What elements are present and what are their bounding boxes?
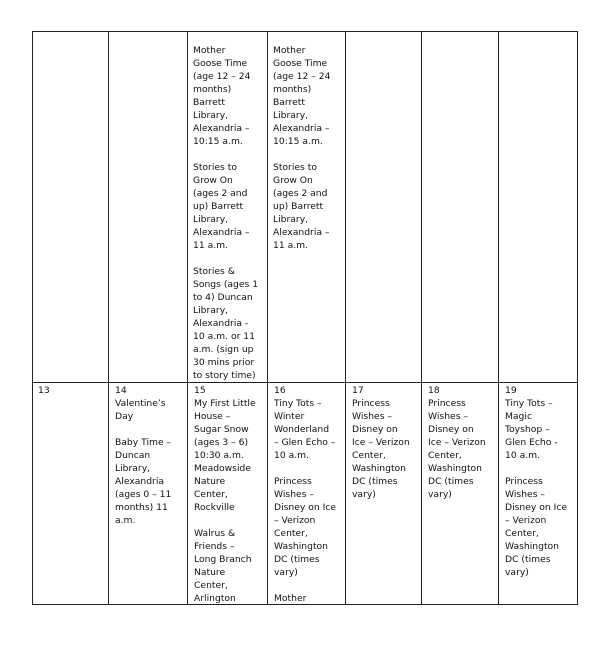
- cell-row2-fri: 18 Princess Wishes – Disney on Ice – Verizon Center, Washington DC (times vary): [428, 385, 486, 500]
- cell-row2-sat: 19 Tiny Tots – Magic Toyshop – Glen Echo - 10 a.m. Princess Wishes – Disney on Ice – Verizon Center, Washington DC (times vary): [505, 385, 568, 578]
- cell-row2-wed: 16 Tiny Tots – Winter Wonderland – Glen Echo – 10 a.m. Princess Wishes – Disney on Ice – Verizon Center, Washington DC (times vary) Mother: [274, 385, 337, 604]
- cell-row1-wed: Mother Goose Time (age 12 – 24 months) Barrett Library, Alexandria – 10:15 a.m. Stories to Grow On (ages 2 and up) Barrett Library, Alexandria – 11 a.m.: [273, 45, 331, 251]
- column-border: [32, 31, 33, 605]
- cell-row2-thu: 17 Princess Wishes – Disney on Ice – Verizon Center, Washington DC (times vary): [352, 385, 410, 500]
- calendar-table: [32, 31, 578, 605]
- column-border: [345, 31, 346, 605]
- column-border: [267, 31, 268, 605]
- row-border: [32, 31, 578, 32]
- column-border: [498, 31, 499, 605]
- column-border: [187, 31, 188, 605]
- column-border: [108, 31, 109, 605]
- cell-row2-mon: 14 Valentine’s Day Baby Time – Duncan Library, Alexandria (ages 0 – 11 months) 11 a.m.: [115, 385, 172, 526]
- row-border: [32, 382, 578, 383]
- cell-row2-tue: 15 My First Little House – Sugar Snow (ages 3 – 6) 10:30 a.m. Meadowside Nature Center, Rockville Walrus & Friends – Long Branch Nature Center, Arlington: [194, 385, 256, 604]
- cell-row2-sun: 13: [38, 385, 50, 396]
- cell-row1-tue: Mother Goose Time (age 12 – 24 months) Barrett Library, Alexandria – 10:15 a.m. Stories to Grow On (ages 2 and up) Barrett Library, Alexandria – 11 a.m. Stories & Songs (ages 1 to 4) Duncan Library, Alexandria - 10 a.m. or 11 a.m. (sign up 30 mins prior to story time): [193, 45, 259, 381]
- column-border: [577, 31, 578, 605]
- column-border: [421, 31, 422, 605]
